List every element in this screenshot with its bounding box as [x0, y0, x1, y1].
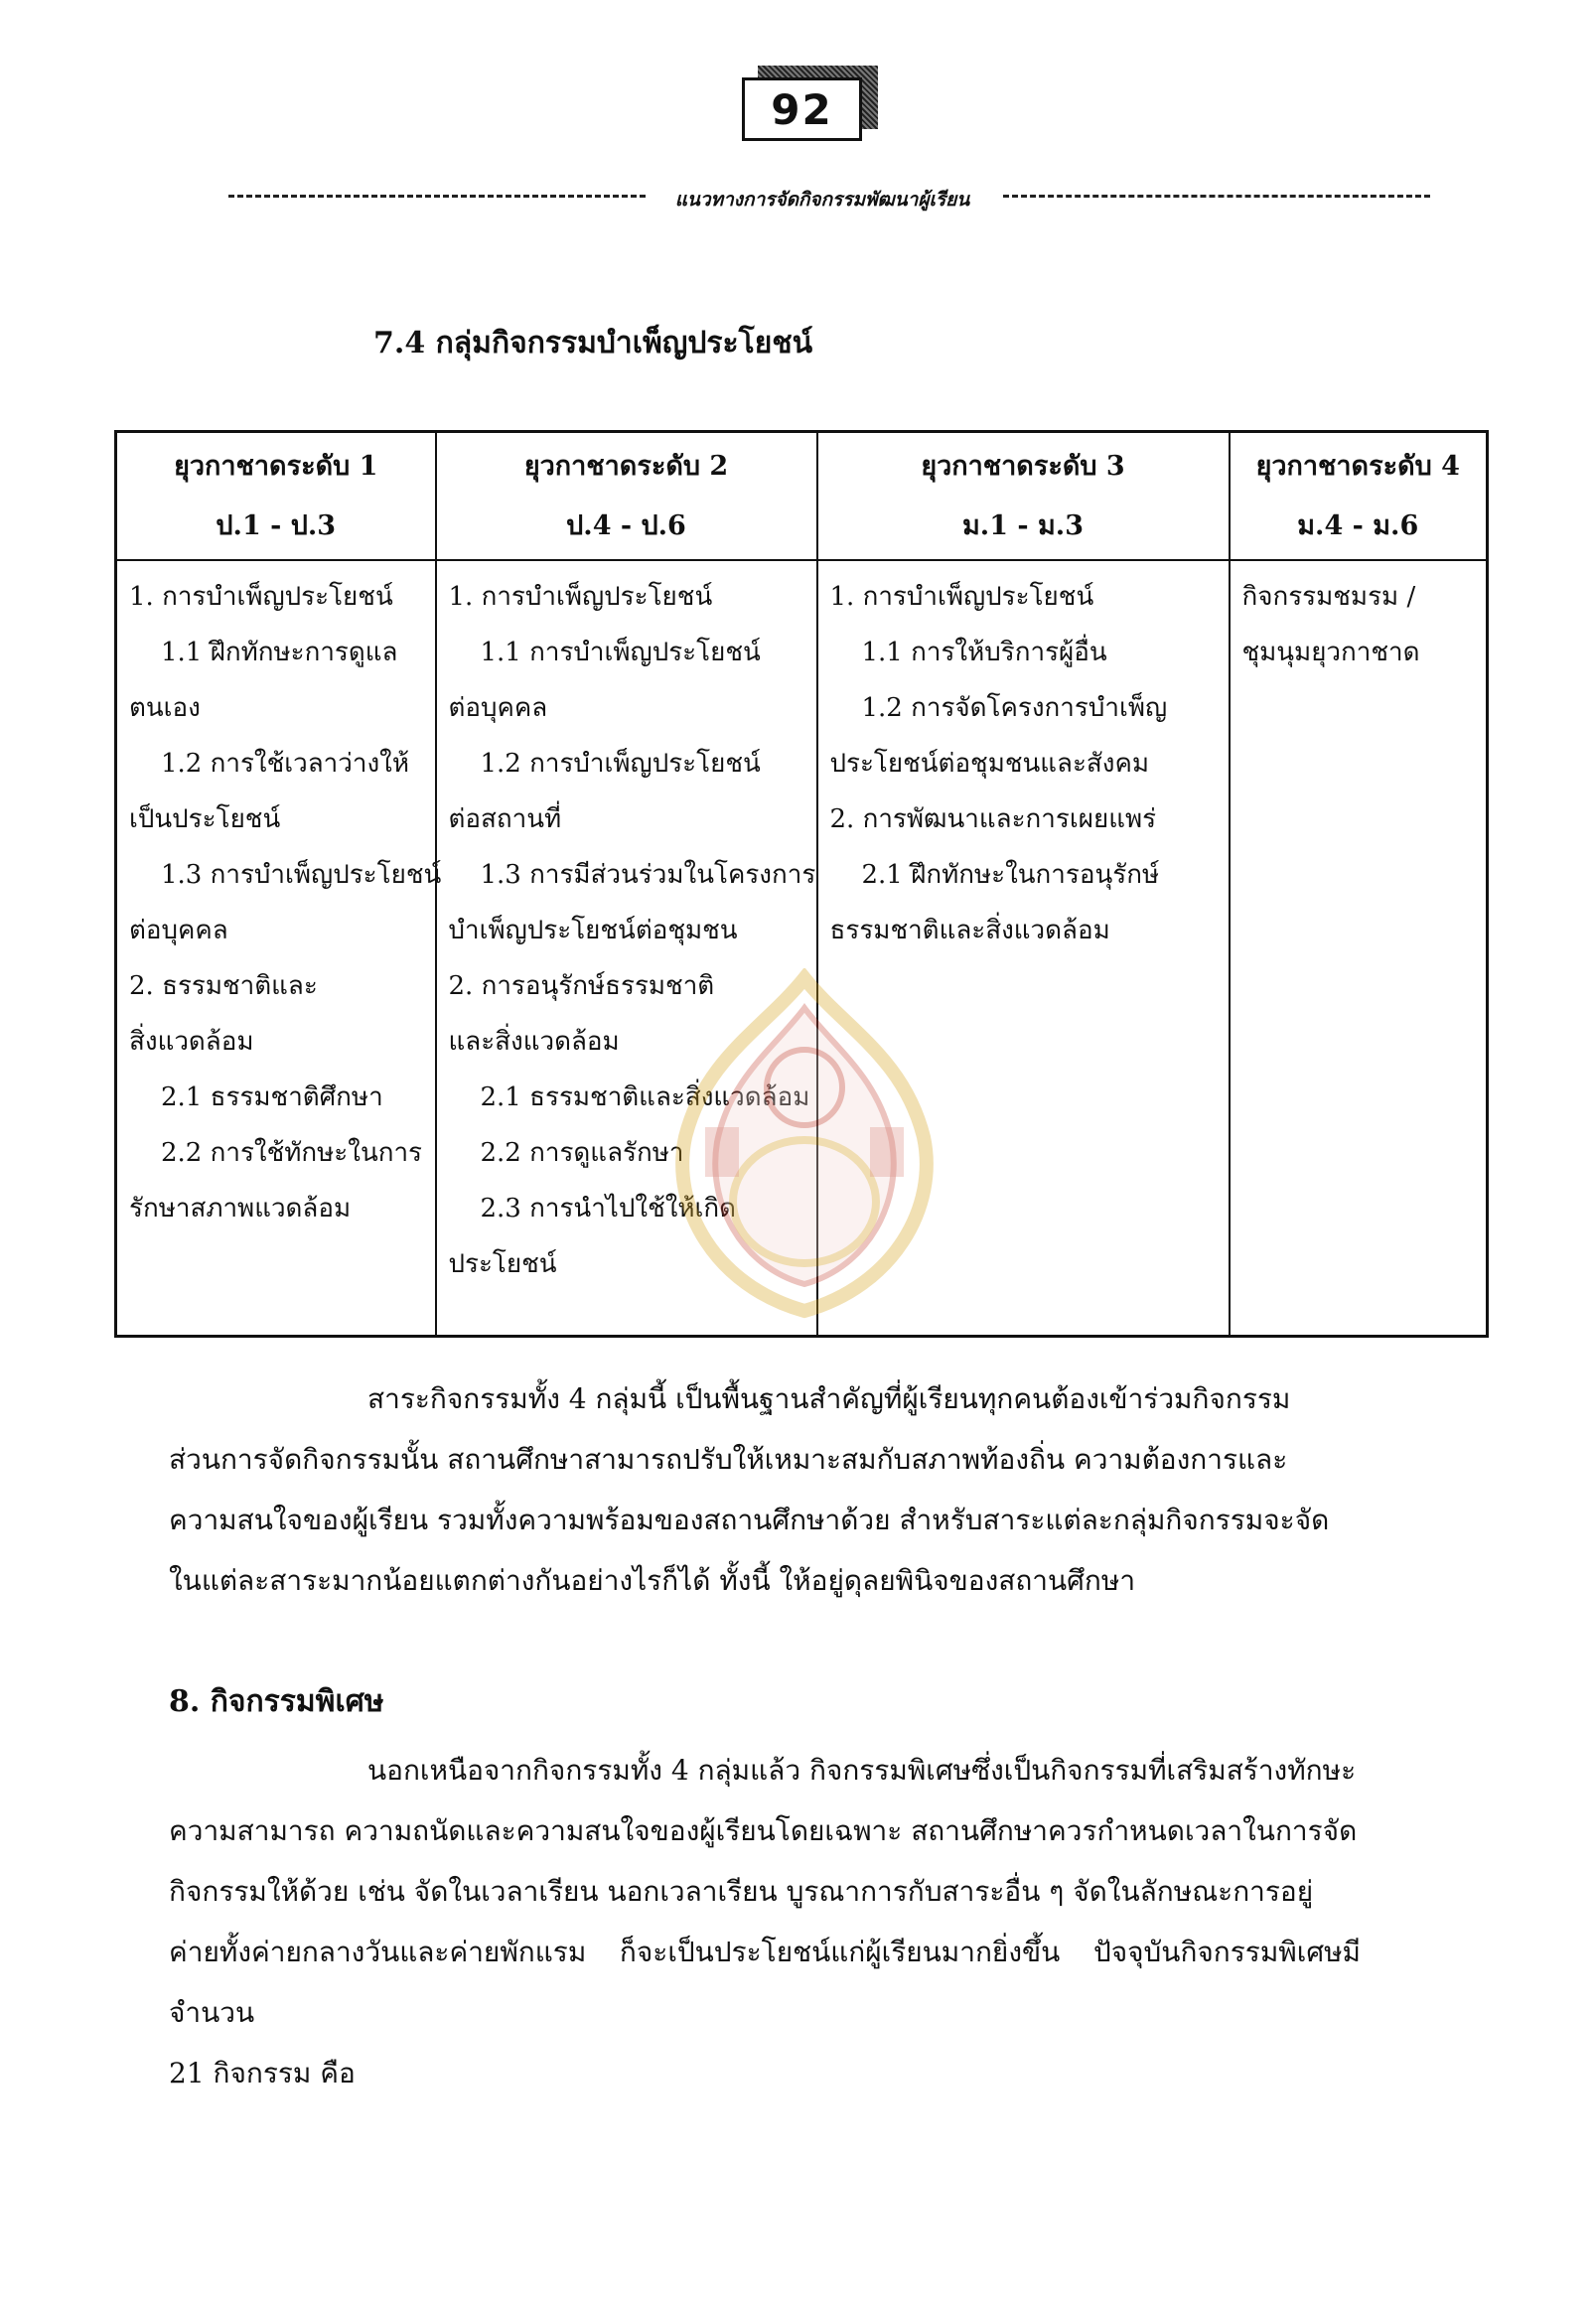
level-2-grades: ป.4 - ป.6	[566, 509, 686, 541]
table-cell-line: สิ่งแวดล้อม	[129, 1027, 254, 1057]
table-cell-line: ประโยชน์ต่อชุมชนและสังคม	[829, 749, 1150, 779]
section-8-line: นอกเหนือจากกิจกรรมทั้ง 4 กลุ่มแล้ว กิจกรรมพิเศษซึ่งเป็นกิจกรรมที่เสริมสร้างทักษะ	[367, 1754, 1357, 1787]
table-cell-line: 2. ธรรมชาติและ	[129, 971, 318, 1001]
table-cell-line: เป็นประโยชน์	[129, 804, 281, 834]
table-cell-line: 2.1 ธรรมชาติศึกษา	[161, 1082, 383, 1112]
table-cell-line: 1.2 การบำเพ็ญประโยชน์	[480, 749, 761, 779]
summary-line: สาระกิจกรรมทั้ง 4 กลุ่มนี้ เป็นพื้นฐานสำคัญที่ผู้เรียนทุกคนต้องเข้าร่วมกิจกรรม	[367, 1382, 1291, 1415]
section-8-line: กิจกรรมให้ด้วย เช่น จัดในเวลาเรียน นอกเวลาเรียน บูรณาการกับสาระอื่น ๆ จัดในลักษณะการอยู่	[169, 1875, 1314, 1908]
column-header-level-1	[116, 432, 436, 561]
table-cell-line: ต่อสถานที่	[448, 804, 562, 834]
table-cell-line: ต่อบุคคล	[129, 916, 228, 945]
level-1-activities	[116, 560, 442, 1337]
section-8-heading: 8. กิจกรรมพิเศษ	[169, 1684, 384, 1719]
page-number: 92	[742, 77, 862, 141]
level-1-title: ยุวกาชาดระดับ 1	[174, 450, 378, 482]
table-cell-line: 2.1 ฝึกทักษะในการอนุรักษ์	[861, 860, 1160, 890]
table-cell-line: รักษาสภาพแวดล้อม	[129, 1194, 352, 1223]
table-cell-line: 2.2 การใช้ทักษะในการ	[161, 1138, 423, 1168]
summary-line: ความสนใจของผู้เรียน รวมทั้งความพร้อมของสถานศึกษาด้วย สำหรับสาระแต่ละกลุ่มกิจกรรมจะจัด	[169, 1504, 1330, 1536]
summary-paragraph	[169, 1368, 1361, 1611]
level-3-title: ยุวกาชาดระดับ 3	[921, 450, 1125, 482]
section-8-line: 21 กิจกรรม คือ	[169, 2057, 356, 2089]
table-cell-line: กิจกรรมชมรม /	[1241, 582, 1416, 612]
table-cell-line: 1.3 การบำเพ็ญประโยชน์	[161, 860, 442, 890]
level-4-grades: ม.4 - ม.6	[1297, 509, 1419, 541]
table-cell-line: และสิ่งแวดล้อม	[448, 1027, 620, 1057]
running-header: แนวทางการจัดกิจกรรมพัฒนาผู้เรียน	[674, 189, 970, 211]
section-8-line: ความสามารถ ความถนัดและความสนใจของผู้เรียนโดยเฉพาะ สถานศึกษาควรกำหนดเวลาในการจัด	[169, 1814, 1358, 1847]
table-cell-line: ตนเอง	[129, 693, 201, 723]
section-7-4-heading: 7.4 กลุ่มกิจกรรมบำเพ็ญประโยชน์	[373, 326, 813, 360]
table-cell-line: 1.2 การจัดโครงการบำเพ็ญ	[861, 693, 1168, 723]
summary-line: ในแต่ละสาระมากน้อยแตกต่างกันอย่างไรก็ได้ ทั้งนี้ ให้อยู่ดุลยพินิจของสถานศึกษา	[169, 1564, 1136, 1597]
level-3-grades: ม.1 - ม.3	[962, 509, 1084, 541]
table-cell-line: 1. การบำเพ็ญประโยชน์	[448, 582, 713, 612]
table-cell-line: บำเพ็ญประโยชน์ต่อชุมชน	[448, 916, 738, 945]
table-cell-line: 1.3 การมีส่วนร่วมในโครงการ	[480, 860, 816, 890]
level-4-title: ยุวกาชาดระดับ 4	[1255, 450, 1460, 482]
level-1-grades: ป.1 - ป.3	[216, 509, 337, 541]
table-cell-line: 1. การบำเพ็ญประโยชน์	[129, 582, 393, 612]
header-rule-left	[228, 195, 646, 198]
table-cell-line: 1.1 การให้บริการผู้อื่น	[861, 638, 1107, 667]
section-8-paragraph	[169, 1740, 1361, 2103]
level-3-activities	[817, 560, 1230, 1337]
level-4-activities	[1230, 560, 1488, 1337]
table-cell-line: 1.1 การบำเพ็ญประโยชน์	[480, 638, 761, 667]
header-rule-right	[1003, 195, 1430, 198]
section-8-line: ค่ายทั้งค่ายกลางวันและค่ายพักแรม ก็จะเป็นประโยชน์แก่ผู้เรียนมากยิ่งขึ้น ปัจจุบันกิจกรรมพิเศษมีจำนวน	[169, 1936, 1361, 2029]
table-cell-line: 2. การอนุรักษ์ธรรมชาติ	[448, 971, 715, 1001]
table-cell-line: 1. การบำเพ็ญประโยชน์	[829, 582, 1094, 612]
table-cell-line: ชุมนุมยุวกาชาด	[1241, 638, 1420, 667]
table-cell-line: ประโยชน์	[448, 1249, 557, 1279]
column-header-level-3	[817, 432, 1230, 561]
table-cell-line: ธรรมชาติและสิ่งแวดล้อม	[829, 916, 1110, 945]
level-2-activities	[436, 560, 817, 1337]
table-cell-line: 2.2 การดูแลรักษา	[480, 1138, 684, 1168]
column-header-level-4	[1230, 432, 1488, 561]
summary-line: ส่วนการจัดกิจกรรมนั้น สถานศึกษาสามารถปรับให้เหมาะสมกับสภาพท้องถิ่น ความต้องการและ	[169, 1443, 1288, 1476]
table-cell-line: 2.1 ธรรมชาติและสิ่งแวดล้อม	[480, 1082, 810, 1112]
red-cross-level-table	[114, 430, 1489, 1338]
table-cell-line: 1.1 ฝึกทักษะการดูแล	[161, 638, 398, 667]
table-cell-line: 2.3 การนำไปใช้ให้เกิด	[480, 1194, 737, 1223]
level-2-title: ยุวกาชาดระดับ 2	[523, 450, 729, 482]
table-cell-line: ต่อบุคคล	[448, 693, 548, 723]
table-cell-line: 2. การพัฒนาและการเผยแพร่	[829, 804, 1157, 834]
column-header-level-2	[436, 432, 817, 561]
table-cell-line: 1.2 การใช้เวลาว่างให้	[161, 749, 410, 779]
